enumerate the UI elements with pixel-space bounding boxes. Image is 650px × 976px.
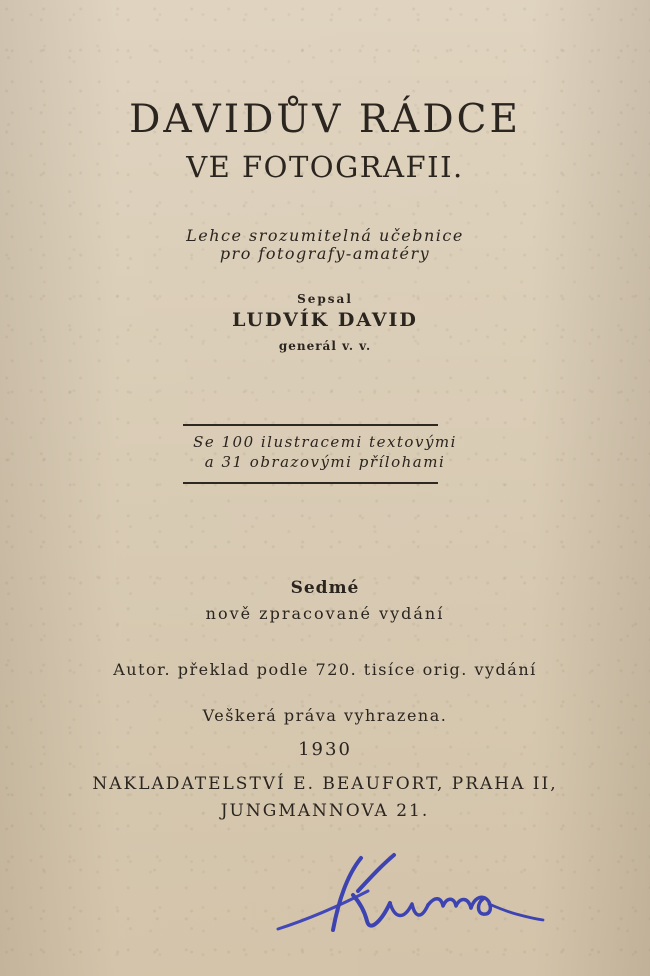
translation-note: Autor. překlad podle 720. tisíce orig. vydání <box>113 660 537 679</box>
title-line-2: VE FOTOGRAFII. <box>186 150 464 184</box>
subtitle-line-1: Lehce srozumitelná učebnice <box>186 226 464 245</box>
compiled-by-label: Sepsal <box>297 292 353 306</box>
illustrations-line-1: Se 100 ilustracemi textovými <box>193 433 457 451</box>
rights-statement: Veškerá práva vyhrazena. <box>202 706 448 725</box>
author-name: LUDVÍK DAVID <box>232 309 418 331</box>
edition-label: Sedmé <box>290 578 360 598</box>
handwritten-signature <box>270 842 545 942</box>
edition-description: nově zpracované vydání <box>205 604 445 623</box>
author-rank: generál v. v. <box>278 339 372 353</box>
illustrations-top-rule <box>183 424 438 426</box>
title-line-1: DAVIDŮV RÁDCE <box>129 97 521 142</box>
illustrations-bottom-rule <box>183 482 438 484</box>
publisher-line-1: NAKLADATELSTVÍ E. BEAUFORT, PRAHA II, <box>92 774 558 794</box>
subtitle-line-2: pro fotografy-amatéry <box>219 244 431 263</box>
illustrations-line-2: a 31 obrazovými přílohami <box>204 453 446 471</box>
publication-year: 1930 <box>298 739 352 760</box>
publisher-line-2: JUNGMANNOVA 21. <box>220 801 430 821</box>
